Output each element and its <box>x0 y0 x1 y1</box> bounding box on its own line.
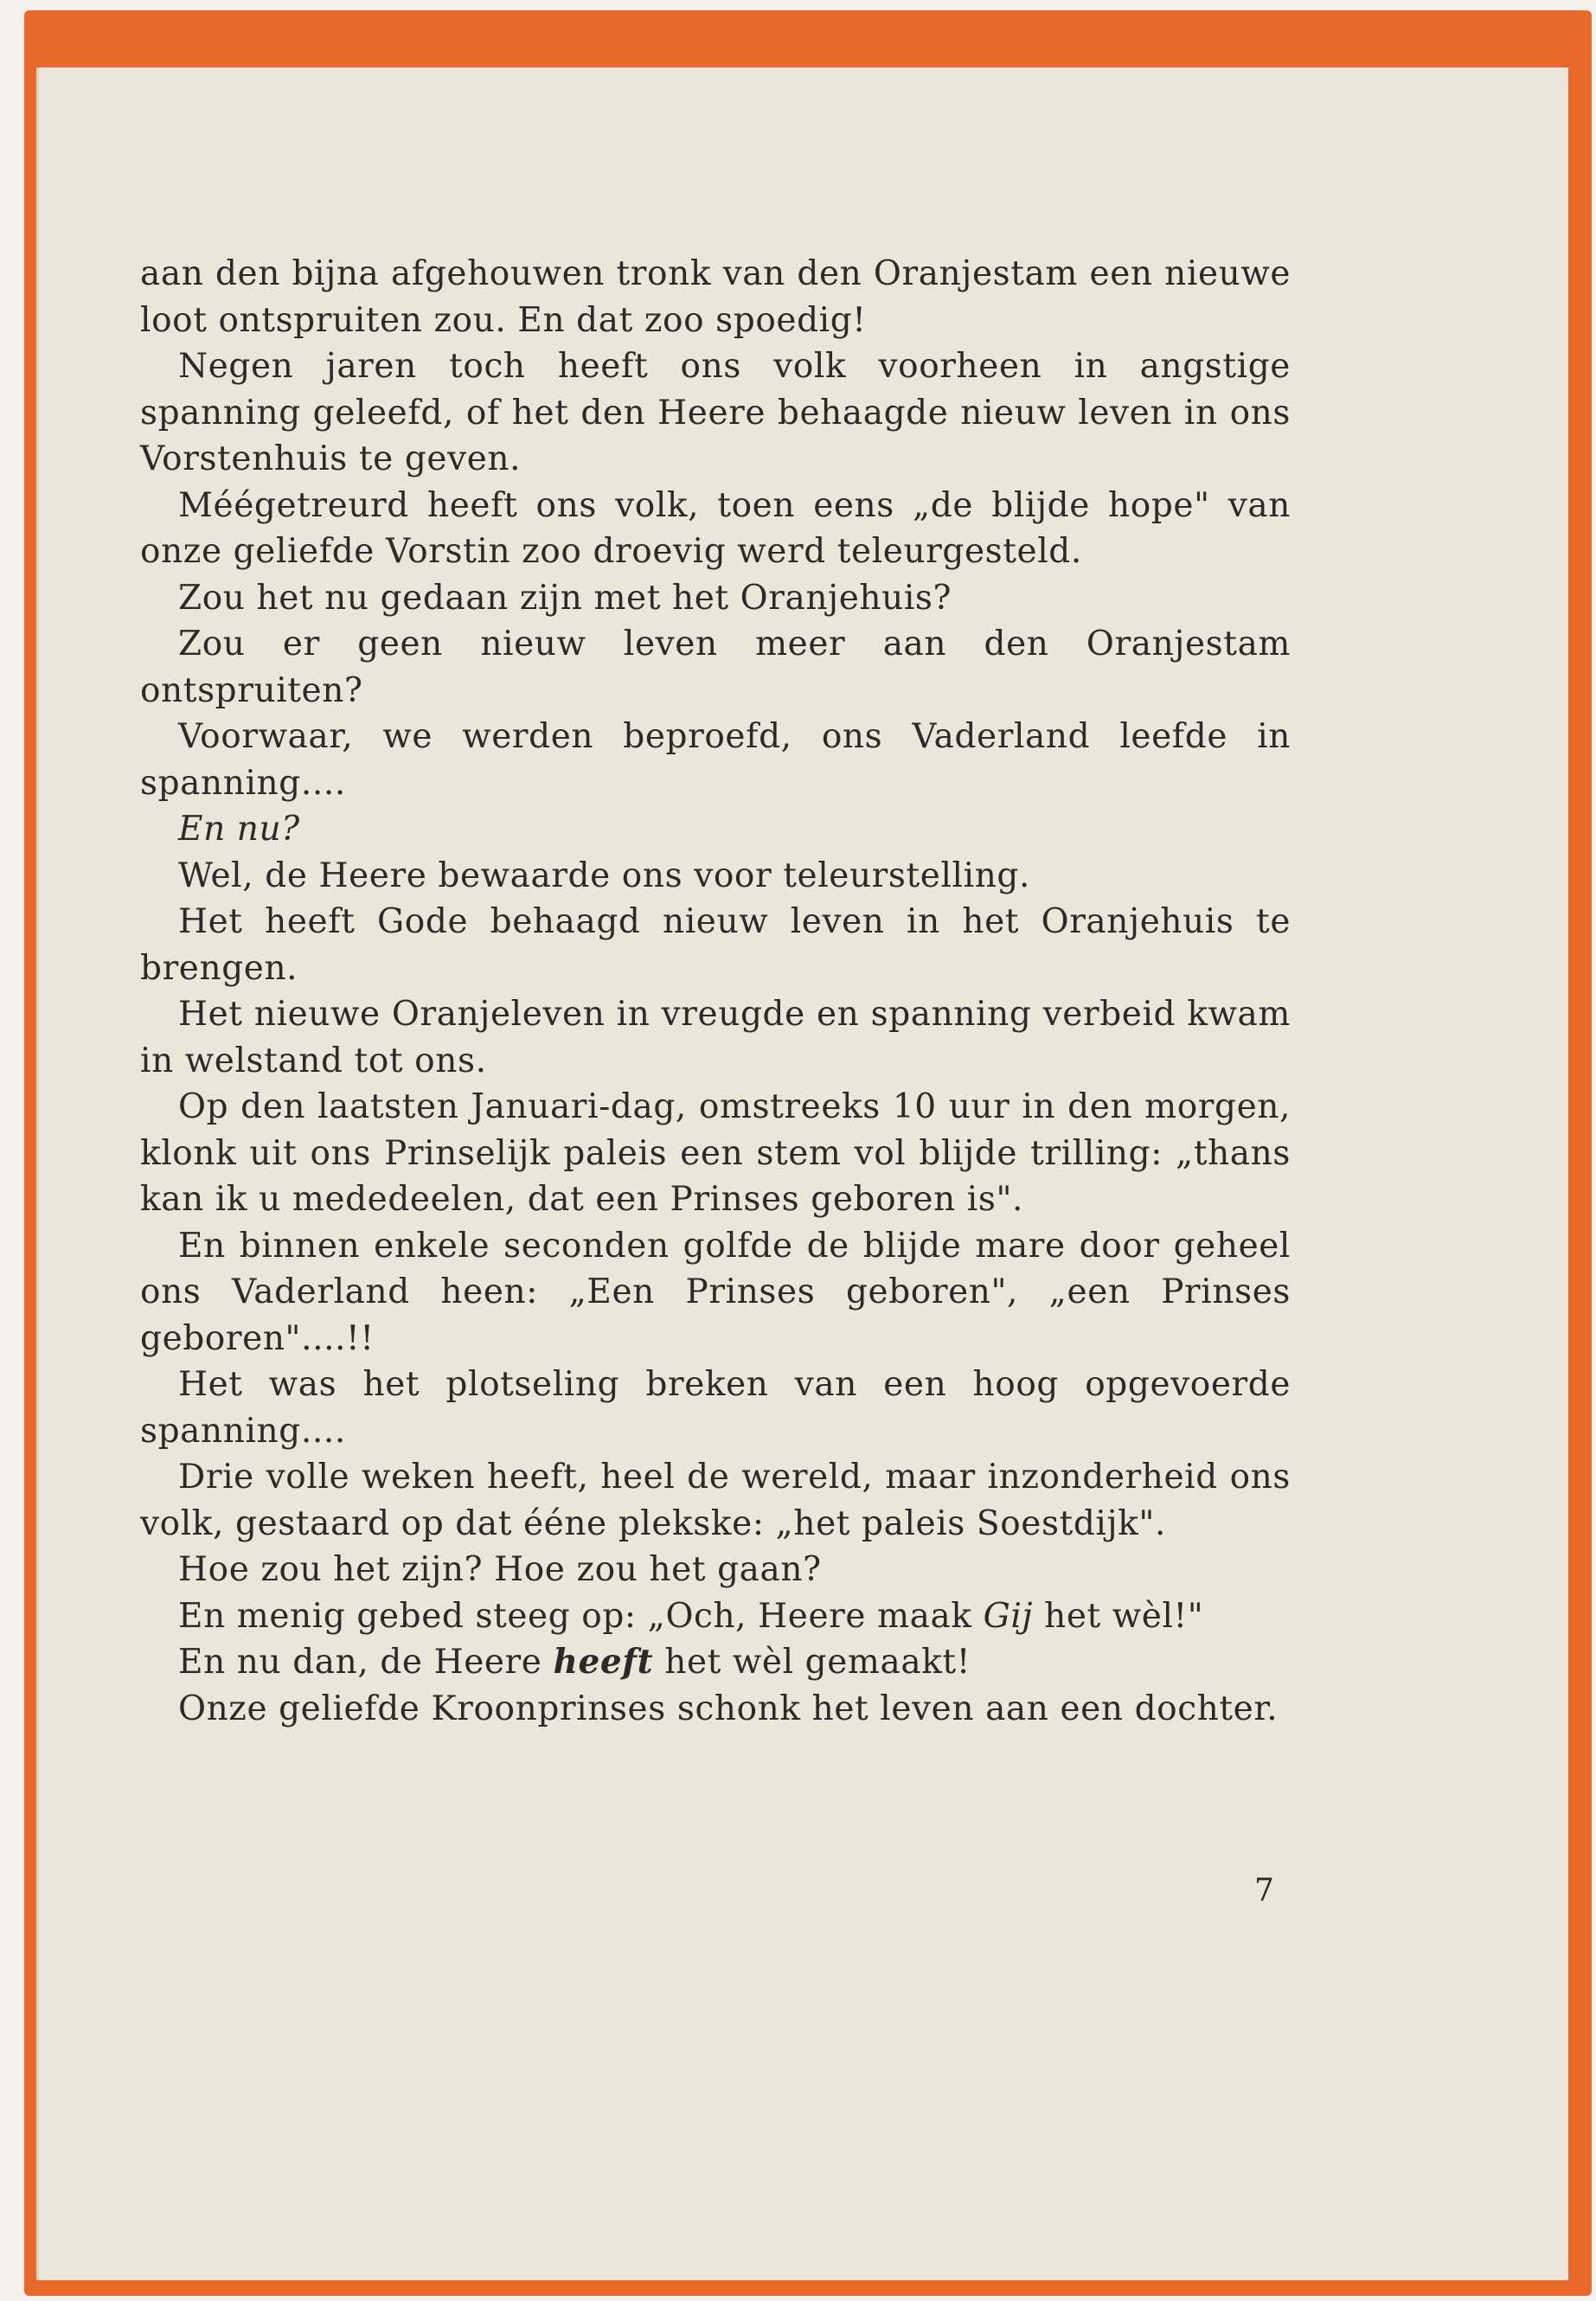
emphasis: Gij <box>983 1596 1034 1636</box>
paragraph: Onze geliefde Kroonprinses schonk het leven aan een dochter. <box>178 1689 1279 1728</box>
emphasis: heeft <box>553 1642 654 1682</box>
paragraph: Voorwaar, we werden beproefd, ons Vaderland leefde in spanning.... <box>140 717 1291 803</box>
page-text <box>140 251 1291 1732</box>
paragraph: Zou het nu gedaan zijn met het Oranjehuis? <box>178 578 952 618</box>
paragraph: Wel, de Heere bewaarde ons voor teleurstelling. <box>178 856 1030 895</box>
paragraph: Zou er geen nieuw leven meer aan den Oranjestam ontspruiten? <box>140 625 1291 710</box>
paragraph-with-emphasis: En nu dan, de Heere heeft het wèl gemaakt! <box>178 1642 971 1682</box>
paragraph: Negen jaren toch heeft ons volk voorheen in angstige spanning geleefd, of het den Heere behaagde nieuw leven in ons Vorstenhuis te geven. <box>140 347 1291 478</box>
page-number: 7 <box>1254 1873 1274 1908</box>
paragraph: Het was het plotseling breken van een hoog opgevoerde spanning.... <box>140 1365 1291 1451</box>
paragraph: Het nieuwe Oranjeleven in vreugde en spanning verbeid kwam in welstand tot ons. <box>140 995 1291 1080</box>
paragraph: Het heeft Gode behaagd nieuw leven in het Oranjehuis te brengen. <box>140 902 1291 988</box>
paragraph: Hoe zou het zijn? Hoe zou het gaan? <box>178 1550 822 1589</box>
paragraph-italic: En nu? <box>178 810 300 849</box>
paragraph: Op den laatsten Januari-dag, omstreeks 10 uur in den morgen, klonk uit ons Prinselijk paleis een stem vol blijde trilling: „thans kan ik u mededeelen, dat een Prinses geboren is". <box>140 1087 1291 1219</box>
paragraph: En binnen enkele seconden golfde de blijde mare door geheel ons Vaderland heen: „Een Prinses geboren", „een Prinses geboren"....!! <box>140 1226 1291 1358</box>
paragraph: Méégetreurd heeft ons volk, toen eens „de blijde hope" van onze geliefde Vorstin zoo droevig werd teleurgesteld. <box>140 485 1291 571</box>
paragraph-with-emphasis: En menig gebed steeg op: „Och, Heere maak Gij het wèl!" <box>178 1596 1204 1636</box>
paragraph: aan den bijna afgehouwen tronk van den Oranjestam een nieuwe loot ontspruiten zou. En dat zoo spoedig! <box>140 254 1291 340</box>
paragraph: Drie volle weken heeft, heel de wereld, maar inzonderheid ons volk, gestaard op dat ééne plekske: „het paleis Soestdijk". <box>140 1458 1291 1543</box>
